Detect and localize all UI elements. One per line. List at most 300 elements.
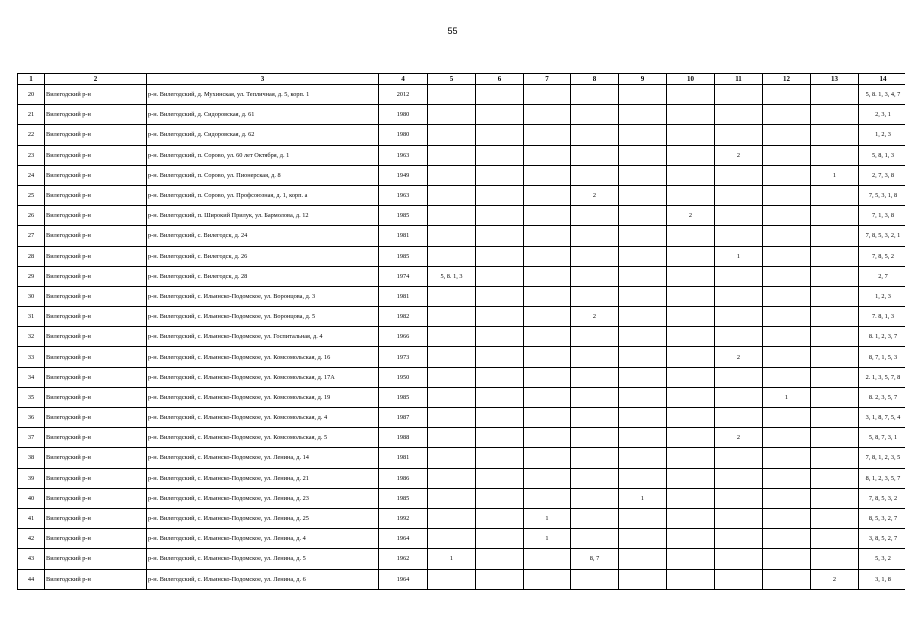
cell-address: р-н. Вилегодский, с. Ильинско-Подомское, ул. Ленина, д. 6: [147, 569, 379, 589]
column-header-14: 14: [859, 74, 905, 85]
cell-col-12: [763, 266, 811, 286]
cell-col-9: 1: [619, 488, 667, 508]
cell-district: Вилегодский р-н: [45, 448, 147, 468]
cell-district: Вилегодский р-н: [45, 185, 147, 205]
cell-col-8: [571, 347, 619, 367]
cell-col-5: [428, 286, 476, 306]
cell-district: Вилегодский р-н: [45, 408, 147, 428]
cell-col-9: [619, 105, 667, 125]
cell-col-13: [811, 266, 859, 286]
cell-col-7: [524, 206, 571, 226]
cell-col-13: [811, 185, 859, 205]
cell-district: Вилегодский р-н: [45, 387, 147, 407]
cell-col-14: 7, 1, 3, 8: [859, 206, 905, 226]
table-row: [18, 85, 905, 105]
cell-col-7: [524, 408, 571, 428]
cell-address: р-н. Вилегодский, п. Сорово, ул. 60 лет Октября, д. 1: [147, 145, 379, 165]
cell-col-11: [715, 165, 763, 185]
cell-col-11: [715, 206, 763, 226]
cell-row-number: 35: [18, 387, 45, 407]
cell-col-8: [571, 226, 619, 246]
column-header-5: 5: [428, 74, 476, 85]
cell-address: р-н. Вилегодский, с. Ильинско-Подомское, ул. Комсомольская, д. 4: [147, 408, 379, 428]
cell-col-7: [524, 246, 571, 266]
cell-col-11: [715, 85, 763, 105]
cell-col-10: [667, 448, 715, 468]
cell-col-7: [524, 266, 571, 286]
cell-row-number: 36: [18, 408, 45, 428]
cell-col-12: [763, 165, 811, 185]
cell-col-14: 8. 1, 2, 3, 7: [859, 327, 905, 347]
cell-col-8: 2: [571, 185, 619, 205]
cell-col-12: [763, 488, 811, 508]
cell-col-14: 8, 5, 3, 2, 7: [859, 508, 905, 528]
cell-col-10: [667, 226, 715, 246]
table-row: [18, 529, 905, 549]
cell-col-12: [763, 85, 811, 105]
cell-row-number: 40: [18, 488, 45, 508]
cell-address: р-н. Вилегодский, с. Вилегодск, д. 28: [147, 266, 379, 286]
cell-col-11: [715, 508, 763, 528]
table-row: [18, 266, 905, 286]
cell-col-11: [715, 307, 763, 327]
cell-col-13: [811, 105, 859, 125]
cell-district: Вилегодский р-н: [45, 286, 147, 306]
cell-row-number: 43: [18, 549, 45, 569]
cell-col-7: [524, 165, 571, 185]
cell-col-12: [763, 206, 811, 226]
cell-col-6: [476, 105, 524, 125]
cell-address: р-н. Вилегодский, д. Сидоровская, д. 61: [147, 105, 379, 125]
cell-col-8: [571, 488, 619, 508]
cell-col-7: [524, 367, 571, 387]
cell-col-9: [619, 347, 667, 367]
cell-row-number: 42: [18, 529, 45, 549]
cell-row-number: 33: [18, 347, 45, 367]
cell-row-number: 34: [18, 367, 45, 387]
column-header-2: 2: [45, 74, 147, 85]
cell-col-12: [763, 145, 811, 165]
cell-col-7: [524, 488, 571, 508]
cell-col-5: [428, 307, 476, 327]
cell-col-8: [571, 387, 619, 407]
table-row: [18, 367, 905, 387]
cell-col-9: [619, 286, 667, 306]
cell-col-13: [811, 206, 859, 226]
cell-col-14: 8, 7, 1, 5, 3: [859, 347, 905, 367]
cell-row-number: 21: [18, 105, 45, 125]
cell-col-14: 2, 7: [859, 266, 905, 286]
cell-col-6: [476, 85, 524, 105]
cell-district: Вилегодский р-н: [45, 226, 147, 246]
cell-col-5: [428, 125, 476, 145]
cell-col-6: [476, 549, 524, 569]
cell-col-9: [619, 165, 667, 185]
cell-district: Вилегодский р-н: [45, 85, 147, 105]
cell-col-10: [667, 529, 715, 549]
cell-address: р-н. Вилегодский, д. Сидоровская, д. 62: [147, 125, 379, 145]
cell-col-7: [524, 307, 571, 327]
cell-col-6: [476, 387, 524, 407]
cell-col-5: [428, 327, 476, 347]
cell-col-11: [715, 226, 763, 246]
cell-col-5: [428, 145, 476, 165]
cell-col-7: [524, 226, 571, 246]
cell-year: 1981: [379, 226, 428, 246]
cell-col-8: [571, 145, 619, 165]
cell-address: р-н. Вилегодский, с. Ильинско-Подомское, ул. Ленина, д. 25: [147, 508, 379, 528]
cell-col-12: [763, 569, 811, 589]
cell-col-14: 7, 8, 5, 3, 2: [859, 488, 905, 508]
cell-col-12: [763, 105, 811, 125]
cell-col-6: [476, 468, 524, 488]
cell-col-14: 5, 3, 2: [859, 549, 905, 569]
cell-address: р-н. Вилегодский, с. Ильинско-Подомское, ул. Воронцова, д. 5: [147, 307, 379, 327]
cell-col-6: [476, 327, 524, 347]
cell-col-8: [571, 125, 619, 145]
column-header-9: 9: [619, 74, 667, 85]
cell-col-10: [667, 468, 715, 488]
cell-col-9: [619, 185, 667, 205]
cell-col-10: [667, 307, 715, 327]
table-row: [18, 468, 905, 488]
cell-col-6: [476, 286, 524, 306]
cell-col-6: [476, 448, 524, 468]
cell-col-10: [667, 508, 715, 528]
cell-col-12: [763, 549, 811, 569]
cell-col-7: [524, 428, 571, 448]
cell-year: 1992: [379, 508, 428, 528]
column-header-4: 4: [379, 74, 428, 85]
cell-col-7: 1: [524, 508, 571, 528]
cell-col-12: [763, 226, 811, 246]
table-body: [18, 85, 905, 590]
cell-col-14: 8. 2, 3, 5, 7: [859, 387, 905, 407]
cell-col-9: [619, 569, 667, 589]
cell-col-10: [667, 569, 715, 589]
cell-district: Вилегодский р-н: [45, 488, 147, 508]
cell-district: Вилегодский р-н: [45, 145, 147, 165]
cell-col-11: [715, 286, 763, 306]
cell-col-8: [571, 286, 619, 306]
cell-col-9: [619, 226, 667, 246]
cell-year: 1974: [379, 266, 428, 286]
cell-year: 1981: [379, 448, 428, 468]
cell-col-10: [667, 125, 715, 145]
cell-col-6: [476, 266, 524, 286]
cell-col-5: [428, 508, 476, 528]
cell-district: Вилегодский р-н: [45, 529, 147, 549]
cell-col-12: [763, 307, 811, 327]
cell-district: Вилегодский р-н: [45, 266, 147, 286]
cell-col-6: [476, 145, 524, 165]
cell-col-14: 5, 8, 1, 3: [859, 145, 905, 165]
cell-col-7: [524, 145, 571, 165]
cell-col-8: [571, 508, 619, 528]
cell-col-8: [571, 85, 619, 105]
cell-col-9: [619, 307, 667, 327]
cell-col-9: [619, 408, 667, 428]
cell-col-5: [428, 468, 476, 488]
cell-col-11: [715, 367, 763, 387]
cell-col-7: [524, 286, 571, 306]
cell-col-12: [763, 246, 811, 266]
table-row: [18, 428, 905, 448]
cell-col-6: [476, 488, 524, 508]
column-header-1: 1: [18, 74, 45, 85]
cell-row-number: 28: [18, 246, 45, 266]
cell-district: Вилегодский р-н: [45, 508, 147, 528]
cell-col-10: [667, 246, 715, 266]
cell-year: 1973: [379, 347, 428, 367]
cell-col-11: [715, 549, 763, 569]
cell-row-number: 23: [18, 145, 45, 165]
column-header-10: 10: [667, 74, 715, 85]
cell-col-5: [428, 488, 476, 508]
cell-col-5: [428, 85, 476, 105]
cell-district: Вилегодский р-н: [45, 105, 147, 125]
cell-col-6: [476, 125, 524, 145]
cell-col-9: [619, 508, 667, 528]
cell-address: р-н. Вилегодский, с. Ильинско-Подомское, ул. Госпитальная, д. 4: [147, 327, 379, 347]
cell-col-9: [619, 387, 667, 407]
cell-col-12: [763, 327, 811, 347]
table-row: [18, 569, 905, 589]
cell-col-14: 3, 1, 8: [859, 569, 905, 589]
cell-col-13: [811, 529, 859, 549]
cell-col-13: [811, 226, 859, 246]
cell-row-number: 27: [18, 226, 45, 246]
cell-year: 1988: [379, 428, 428, 448]
cell-year: 1985: [379, 206, 428, 226]
cell-col-11: [715, 529, 763, 549]
cell-col-10: [667, 367, 715, 387]
cell-col-10: [667, 428, 715, 448]
cell-col-14: 7, 8, 5, 2: [859, 246, 905, 266]
cell-col-8: [571, 569, 619, 589]
cell-row-number: 41: [18, 508, 45, 528]
table-row: [18, 408, 905, 428]
cell-col-11: [715, 468, 763, 488]
cell-address: р-н. Вилегодский, с. Ильинско-Подомское, ул. Ленина, д. 23: [147, 488, 379, 508]
cell-col-10: [667, 145, 715, 165]
cell-col-11: 1: [715, 246, 763, 266]
cell-col-9: [619, 367, 667, 387]
cell-district: Вилегодский р-н: [45, 125, 147, 145]
cell-col-13: [811, 246, 859, 266]
cell-col-13: [811, 145, 859, 165]
cell-col-8: [571, 408, 619, 428]
cell-col-12: [763, 529, 811, 549]
cell-col-5: [428, 408, 476, 428]
cell-col-11: [715, 488, 763, 508]
cell-col-9: [619, 549, 667, 569]
cell-row-number: 44: [18, 569, 45, 589]
cell-col-6: [476, 246, 524, 266]
table-row: [18, 226, 905, 246]
cell-year: 1981: [379, 286, 428, 306]
cell-col-13: [811, 549, 859, 569]
cell-col-5: [428, 226, 476, 246]
cell-year: 1950: [379, 367, 428, 387]
cell-col-11: 2: [715, 428, 763, 448]
column-header-12: 12: [763, 74, 811, 85]
cell-district: Вилегодский р-н: [45, 468, 147, 488]
cell-col-8: [571, 428, 619, 448]
cell-col-5: [428, 347, 476, 367]
cell-col-7: [524, 468, 571, 488]
cell-col-14: 7, 8, 1, 2, 3, 5: [859, 448, 905, 468]
cell-col-12: [763, 125, 811, 145]
cell-col-9: [619, 529, 667, 549]
cell-col-14: 1, 2, 3: [859, 125, 905, 145]
cell-col-8: [571, 206, 619, 226]
cell-district: Вилегодский р-н: [45, 246, 147, 266]
cell-col-6: [476, 367, 524, 387]
cell-col-14: 2. 1, 3, 5, 7, 8: [859, 367, 905, 387]
table-row: [18, 105, 905, 125]
cell-col-14: 3, 8, 5, 2, 7: [859, 529, 905, 549]
cell-row-number: 26: [18, 206, 45, 226]
cell-col-9: [619, 206, 667, 226]
cell-address: р-н. Вилегодский, с. Ильинско-Подомское, ул. Ленина, д. 14: [147, 448, 379, 468]
cell-address: р-н. Вилегодский, с. Ильинско-Подомское, ул. Комсомольская, д. 5: [147, 428, 379, 448]
cell-col-7: [524, 105, 571, 125]
cell-col-8: [571, 246, 619, 266]
cell-address: р-н. Вилегодский, с. Ильинско-Подомское, ул. Комсомольская, д. 17А: [147, 367, 379, 387]
column-header-3: 3: [147, 74, 379, 85]
cell-col-8: [571, 105, 619, 125]
cell-col-5: [428, 206, 476, 226]
cell-col-9: [619, 327, 667, 347]
cell-col-13: [811, 327, 859, 347]
cell-col-13: [811, 408, 859, 428]
table-row: [18, 549, 905, 569]
table-row: [18, 206, 905, 226]
cell-col-10: [667, 327, 715, 347]
cell-year: 1964: [379, 529, 428, 549]
cell-col-8: 2: [571, 307, 619, 327]
cell-col-7: [524, 569, 571, 589]
cell-address: р-н. Вилегодский, д. Мухинская, ул. Тепличная, д. 5, корп. 1: [147, 85, 379, 105]
cell-col-6: [476, 206, 524, 226]
cell-col-14: 2, 3, 1: [859, 105, 905, 125]
table-row: [18, 347, 905, 367]
cell-col-10: [667, 85, 715, 105]
cell-col-9: [619, 266, 667, 286]
cell-col-9: [619, 246, 667, 266]
page-number: 55: [447, 26, 458, 36]
cell-col-9: [619, 448, 667, 468]
cell-year: 1980: [379, 125, 428, 145]
header-row: [18, 74, 905, 85]
cell-col-13: [811, 468, 859, 488]
cell-col-11: [715, 569, 763, 589]
cell-col-11: [715, 408, 763, 428]
cell-col-6: [476, 508, 524, 528]
cell-year: 1982: [379, 307, 428, 327]
cell-col-10: [667, 408, 715, 428]
table-row: [18, 327, 905, 347]
cell-col-12: [763, 468, 811, 488]
cell-col-11: 2: [715, 145, 763, 165]
cell-col-7: 1: [524, 529, 571, 549]
cell-col-5: [428, 529, 476, 549]
cell-col-13: [811, 508, 859, 528]
cell-district: Вилегодский р-н: [45, 428, 147, 448]
cell-address: р-н. Вилегодский, с. Вилегодск, д. 24: [147, 226, 379, 246]
cell-col-5: [428, 448, 476, 468]
cell-col-11: [715, 105, 763, 125]
cell-col-6: [476, 185, 524, 205]
cell-col-13: [811, 125, 859, 145]
cell-col-12: [763, 408, 811, 428]
cell-address: р-н. Вилегодский, с. Ильинско-Подомское, ул. Комсомольская, д. 19: [147, 387, 379, 407]
cell-col-7: [524, 387, 571, 407]
cell-col-11: [715, 125, 763, 145]
cell-col-11: [715, 327, 763, 347]
cell-address: р-н. Вилегодский, п. Широкий Прилук, ул. Бармолова, д. 12: [147, 206, 379, 226]
cell-district: Вилегодский р-н: [45, 327, 147, 347]
cell-col-10: [667, 185, 715, 205]
cell-col-13: [811, 488, 859, 508]
cell-col-8: [571, 327, 619, 347]
cell-district: Вилегодский р-н: [45, 165, 147, 185]
cell-district: Вилегодский р-н: [45, 549, 147, 569]
column-header-13: 13: [811, 74, 859, 85]
table-row: [18, 286, 905, 306]
cell-col-9: [619, 125, 667, 145]
cell-col-13: [811, 85, 859, 105]
cell-year: 1964: [379, 569, 428, 589]
table-row: [18, 387, 905, 407]
table-row: [18, 508, 905, 528]
cell-col-13: [811, 428, 859, 448]
cell-col-12: [763, 428, 811, 448]
cell-year: 1963: [379, 145, 428, 165]
cell-col-5: [428, 105, 476, 125]
cell-col-13: 2: [811, 569, 859, 589]
cell-col-5: 5, 8. 1, 3: [428, 266, 476, 286]
cell-address: р-н. Вилегодский, с. Ильинско-Подомское, ул. Ленина, д. 4: [147, 529, 379, 549]
cell-row-number: 31: [18, 307, 45, 327]
cell-col-7: [524, 125, 571, 145]
cell-col-10: [667, 105, 715, 125]
table-row: [18, 246, 905, 266]
cell-col-14: 8, 1, 2, 3, 5, 7: [859, 468, 905, 488]
cell-col-8: [571, 448, 619, 468]
cell-col-10: [667, 387, 715, 407]
cell-year: 1985: [379, 246, 428, 266]
cell-col-6: [476, 226, 524, 246]
cell-col-7: [524, 347, 571, 367]
cell-col-10: [667, 488, 715, 508]
cell-col-14: 5, 8. 1, 3, 4, 7: [859, 85, 905, 105]
cell-col-8: [571, 367, 619, 387]
cell-col-10: [667, 347, 715, 367]
table-row: [18, 185, 905, 205]
cell-col-12: [763, 185, 811, 205]
cell-col-6: [476, 408, 524, 428]
table-row: [18, 125, 905, 145]
cell-address: р-н. Вилегодский, с. Ильинско-Подомское, ул. Воронцова, д. 3: [147, 286, 379, 306]
cell-col-6: [476, 307, 524, 327]
cell-col-10: 2: [667, 206, 715, 226]
cell-col-7: [524, 85, 571, 105]
cell-col-8: [571, 529, 619, 549]
cell-col-11: [715, 387, 763, 407]
cell-year: 1963: [379, 185, 428, 205]
